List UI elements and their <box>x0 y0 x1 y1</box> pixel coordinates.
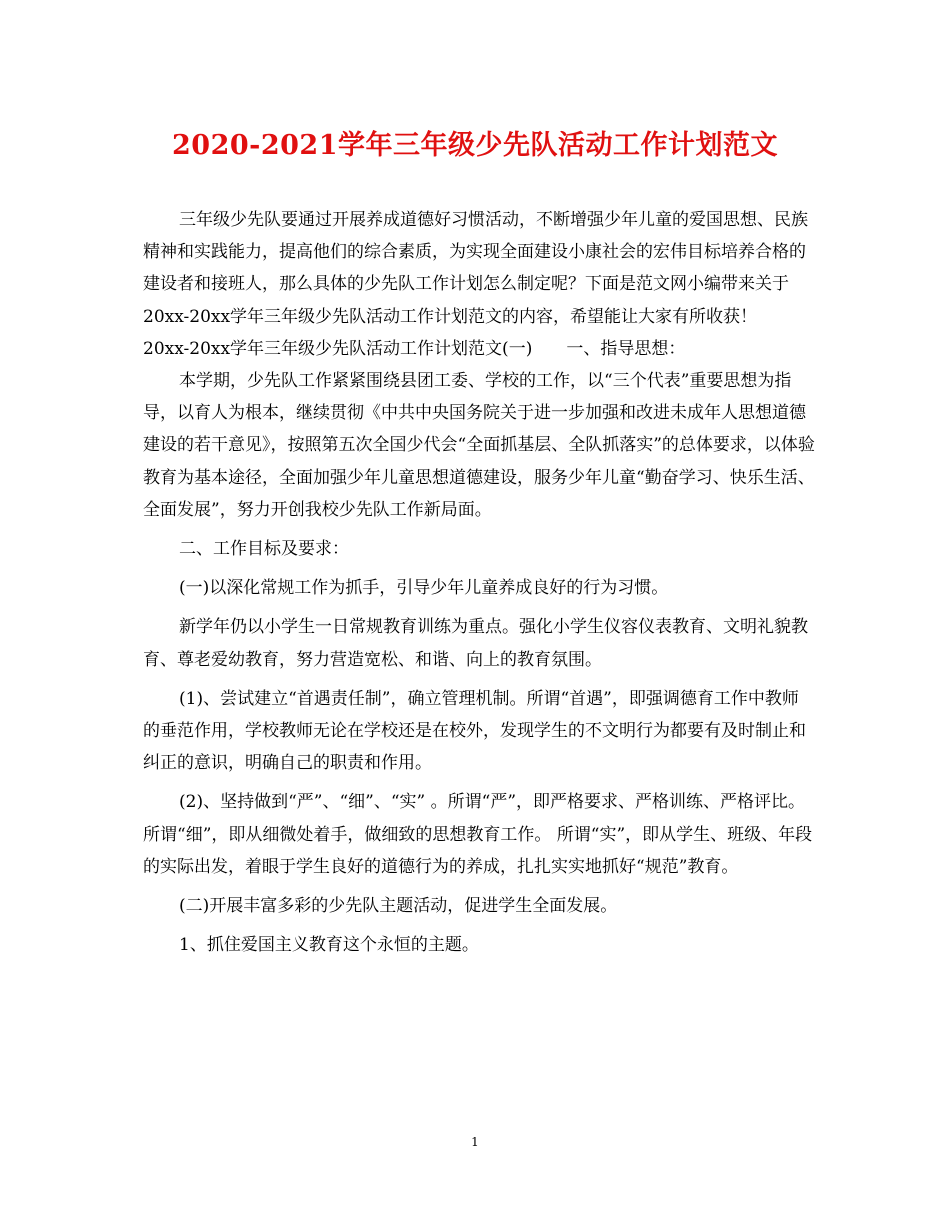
routine-education-paragraph: 新学年仍以小学生一日常规教育训练为重点。强化小学生仪容仪表教育、文明礼貌教育、尊老爱幼教育，努力营造宽松、和谐、向上的教育氛围。 <box>143 617 808 670</box>
strict-detail-solid-paragraph: (2)、坚持做到“严”、“细”、“实” 。所谓“严”，即严格要求、严格训练、严格评比。所谓“细”，即从细微处着手，做细致的思想教育工作。 所谓“实”，即从学生、班级、年段的实际出发，着眼于学生良好的道德行为的养成，扎扎实实地抓好“规范”教育。 <box>143 792 813 877</box>
intro-paragraph: 三年级少先队要通过开展养成道德好习惯活动，不断增强少年儿童的爱国思想、民族精神和实践能力，提高他们的综合素质，为实现全面建设小康社会的宏伟目标培养合格的建设者和接班人，那么具体的少先队工作计划怎么制定呢？下面是范文网小编带来关于20xx-20xx学年三年级少先队活动工作计划范文的内容，希望能让大家有所收获！ <box>143 210 808 327</box>
goal-one-heading: (一)以深化常规工作为抓手，引导少年儿童养成良好的行为习惯。 <box>179 578 669 599</box>
page-number: 1 <box>471 1135 479 1149</box>
section-heading-line <box>143 333 815 365</box>
plan-subtitle: 20xx-20xx学年三年级少先队活动工作计划范文(一) <box>143 338 533 359</box>
goal-two-heading: (二)开展丰富多彩的少先队主题活动，促进学生全面发展。 <box>179 896 618 917</box>
document-title: 2020-2021学年三年级少先队活动工作计划范文 <box>172 130 778 161</box>
guiding-thought-paragraph: 本学期，少先队工作紧紧围绕县团工委、学校的工作，以“三个代表”重要思想为指导，以育人为根本，继续贯彻《中共中央国务院关于进一步加强和改进未成年人思想道德建设的若干意见》，按照第五次全国少代会“全面抓基层、全队抓落实”的总体要求，以体验教育为基本途径，全面加强少年儿童思想道德建设，服务少年儿童“勤奋学习、快乐生活、全面发展”，努力开创我校少先队工作新局面。 <box>143 371 815 520</box>
document-body <box>143 204 815 961</box>
goals-heading: 二、工作目标及要求： <box>179 539 349 560</box>
guiding-thought-heading: 一、指导思想： <box>566 338 686 359</box>
first-encounter-paragraph: (1)、尝试建立“首遇责任制”，确立管理机制。所谓“首遇”，即强调德育工作中教师的垂范作用，学校教师无论在学校还是在校外，发现学生的不文明行为都要有及时制止和纠正的意识，明确自己的职责和作用。 <box>143 688 806 774</box>
patriotism-item: 1、抓住爱国主义教育这个永恒的主题。 <box>179 935 479 956</box>
